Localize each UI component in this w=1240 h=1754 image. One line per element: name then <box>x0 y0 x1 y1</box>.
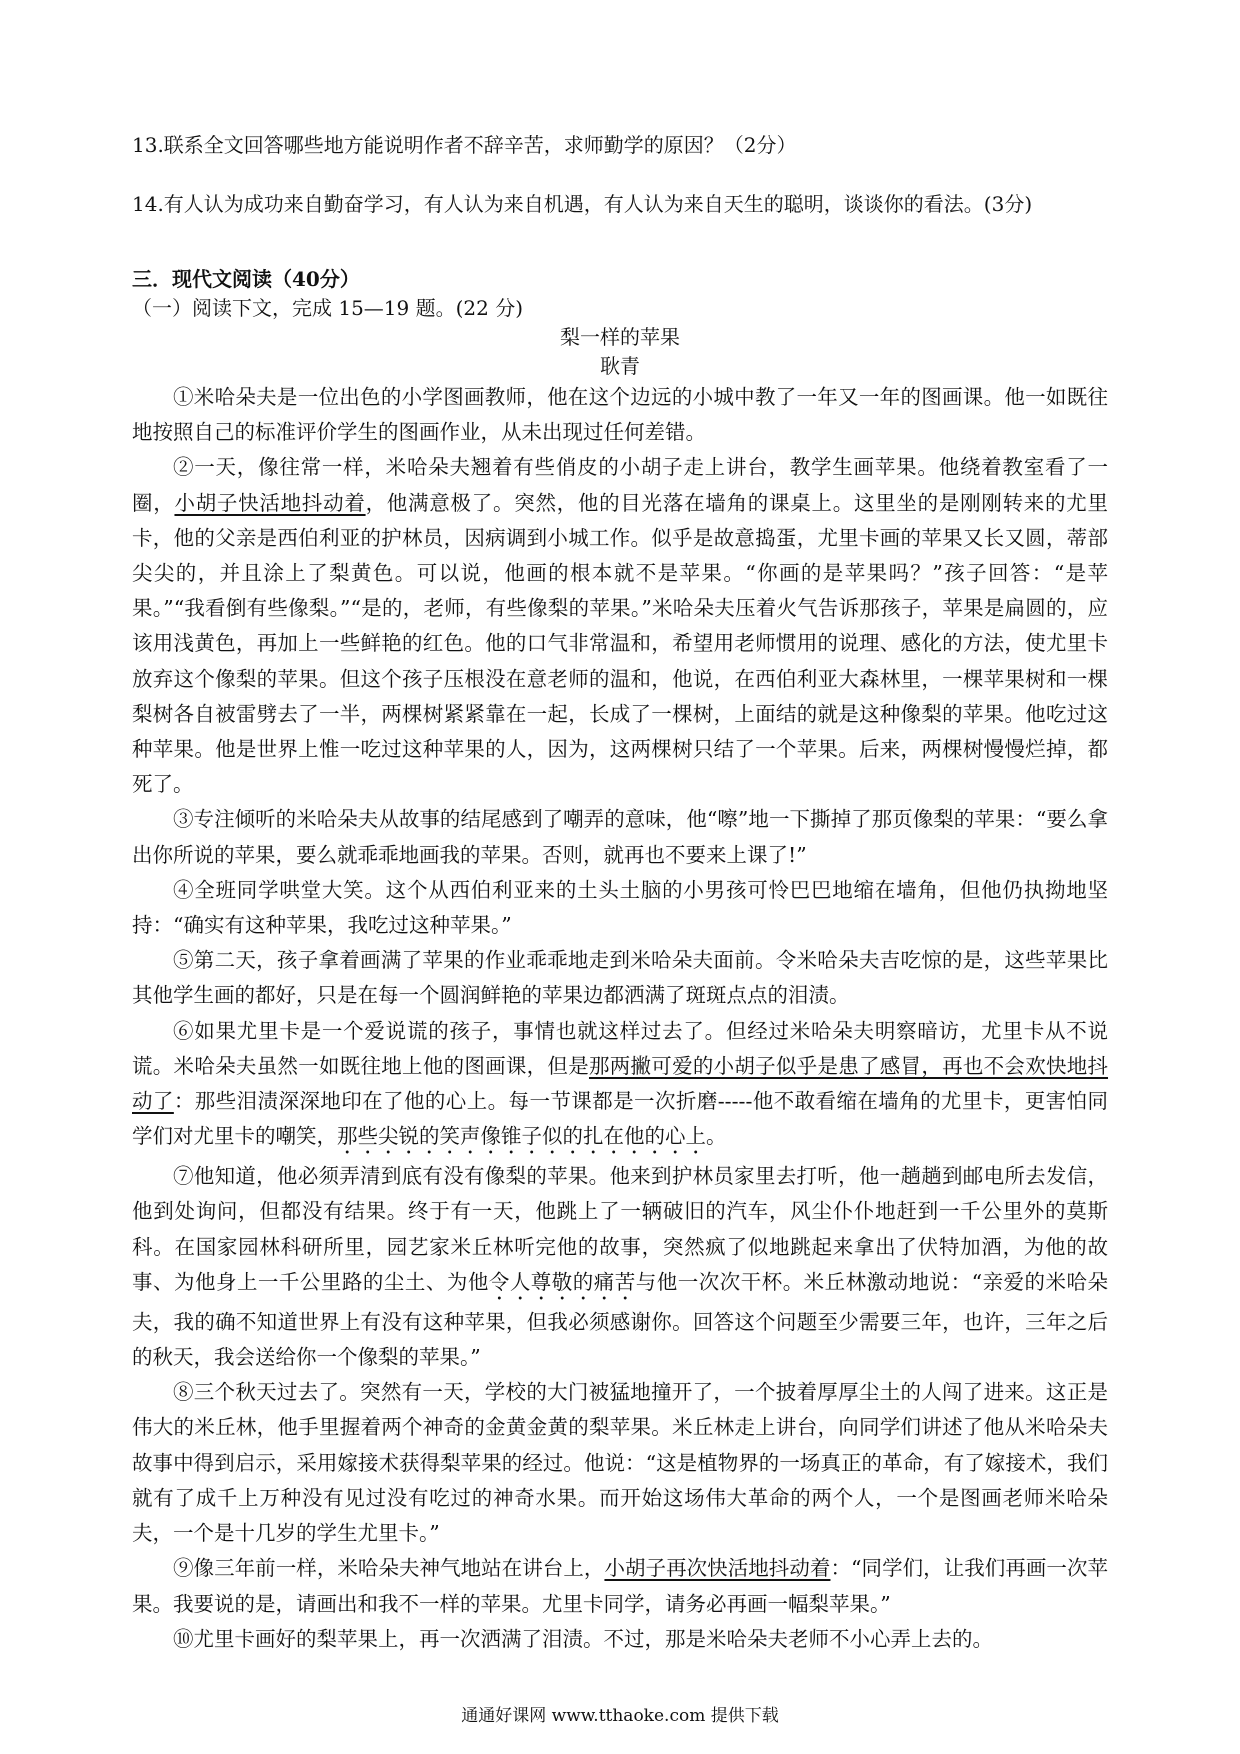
section-subheading: （一）阅读下文，完成 15—19 题。(22 分) <box>132 296 524 320</box>
paragraph-6 <box>132 1014 1108 1160</box>
paragraph-6-text: ：那些泪渍深深地印在了他的心上。每一节课都是一次折磨-----他不敢看缩在墙角的尤里卡，更害怕同学们对尤里卡的嘲笑， <box>132 1089 1108 1149</box>
paragraph-6-text: ⑥如果尤里卡是一个爱说谎的孩子，事情也就这样过去了。但经过米哈朵夫明察暗访，尤里卡从不说谎。米哈朵夫虽然一如既往地上他的图画课，但是 <box>132 1018 1108 1078</box>
paragraph-9-text: ：“同学们，让我们再画一次苹果。我要说的是，请画出和我不一样的苹果。尤里卡同学，请务必再画一幅梨苹果。” <box>132 1556 1109 1616</box>
paragraph-3: ③专注倾听的米哈朵夫从故事的结尾感到了嘲弄的意味，他“嚓”地一下撕掉了那页像梨的苹果：“要么拿出你所说的苹果，要么就乖乖地画我的苹果。否则，就再也不要来上课了!” <box>132 807 1108 867</box>
article-body <box>132 380 1108 1657</box>
dotted-phrase: 那些尖锐的笑声像锥子似的扎在他的心上。 <box>337 1124 727 1149</box>
paragraph-2-text: ②一天，像往常一样，米哈朵夫翘着有些俏皮的小胡子走上讲台，教学生画苹果。他绕着教室看了一圈， <box>132 455 1108 515</box>
question-13: 13.联系全文回答哪些地方能说明作者不辞辛苦，求师勤学的原因？（2分） <box>132 133 797 157</box>
paragraph-7-text: ⑦他知道，他必须弄清到底有没有像梨的苹果。他来到护林员家里去打听，他一趟趟到邮电所去发信，他到处询问，但都没有结果。终于有一天，他跳上了一辆破旧的汽车，风尘仆仆地赶到一千公里外的莫斯科。在国家园林科研所里，园艺家米丘林听完他的故事，突然疯了似地跳起来拿出了伏特加酒，为他的故事、为他身上一千公里路的尘土、为他 <box>132 1164 1108 1294</box>
paragraph-2-text: ，他满意极了。突然，他的目光落在墙角的课桌上。这里坐的是刚刚转来的尤里卡，他的父亲是西伯利亚的护林员，因病调到小城工作。似乎是故意捣蛋，尤里卡画的苹果又长又圆，蒂部尖尖的，并且涂上了梨黄色。可以说，他画的根本就不是苹果。“你画的是苹果吗？”孩子回答：“是苹果。”“我看倒有些像梨。”“是的，老师，有些像梨的苹果。”米哈朵夫压着火气告诉那孩子，苹果是扁圆的，应该用浅黄色，再加上一些鲜艳的红色。他的口气非常温和，希望用老师惯用的说理、感化的方法，使尤里卡放弃这个像梨的苹果。但这个孩子压根没在意老师的温和，他说，在西伯利亚大森林里，一棵苹果树和一棵梨树各自被雷劈去了一半，两棵树紧紧靠在一起，长成了一棵树，上面结的就是这种像梨的苹果。他吃过这种苹果。他是世界上惟一吃过这种苹果的人，因为，这两棵树只结了一个苹果。后来，两棵树慢慢烂掉，都死了。 <box>132 490 1109 797</box>
paragraph-4: ④全班同学哄堂大笑。这个从西伯利亚来的土头土脑的小男孩可怜巴巴地缩在墙角，但他仍执拗地坚持：“确实有这种苹果，我吃过这种苹果。” <box>132 877 1108 938</box>
paragraph-2 <box>132 450 1108 802</box>
paragraph-10: ⑩尤里卡画好的梨苹果上，再一次洒满了泪渍。不过，那是米哈朵夫老师不小心弄上去的。 <box>173 1626 993 1651</box>
underlined-phrase: 小胡子快活地抖动着 <box>174 490 366 515</box>
section-heading: 三．现代文阅读（40分） <box>132 267 360 291</box>
paragraph-9-text: ⑨像三年前一样，米哈朵夫神气地站在讲台上， <box>173 1556 605 1581</box>
paragraph-8: ⑧三个秋天过去了。突然有一天，学校的大门被猛地撞开了，一个披着厚厚尘土的人闯了进来。这正是伟大的米丘林，他手里握着两个神奇的金黄金黄的梨苹果。米丘林走上讲台，向同学们讲述了他从米哈朵夫故事中得到启示，采用嫁接术获得梨苹果的经过。他说：“这是植物界的一场真正的革命，有了嫁接术，我们就有了成千上万种没有见过没有吃过的神奇水果。而开始这场伟大革命的两个人，一个是图画老师米哈朵夫，一个是十几岁的学生尤里卡。” <box>132 1380 1108 1546</box>
paragraph-9 <box>132 1551 1108 1621</box>
underlined-phrase: 那两撇可爱的小胡子似乎是患了感冒，再也不会欢快地抖动了 <box>132 1053 1109 1114</box>
paragraph-7 <box>132 1159 1108 1375</box>
question-14: 14.有人认为成功来自勤奋学习，有人认为来自机遇，有人认为来自天生的聪明，谈谈你的看法。(3分) <box>132 192 1033 216</box>
dotted-phrase: 令人尊敬的痛苦 <box>488 1269 636 1294</box>
paragraph-7-text: 与他一次次干杯。米丘林激动地说：“亲爱的米哈朵夫，我的确不知道世界上有没有这种苹果，但我必须感谢你。回答这个问题至少需要三年，也许，三年之后的秋天，我会送给你一个像梨的苹果。” <box>132 1269 1109 1370</box>
paragraph-1: ①米哈朵夫是一位出色的小学图画教师，他在这个边远的小城中教了一年又一年的图画课。他一如既往地按照自己的标准评价学生的图画作业，从未出现过任何差错。 <box>132 385 1108 445</box>
article-title: 梨一样的苹果 <box>560 325 680 349</box>
page-footer: 通通好课网 www.tthaoke.com 提供下载 <box>461 1706 779 1726</box>
article-author: 耿青 <box>600 354 640 378</box>
underlined-phrase: 小胡子再次快活地抖动着 <box>604 1556 831 1581</box>
paragraph-5: ⑤第二天，孩子拿着画满了苹果的作业乖乖地走到米哈朵夫面前。令米哈朵夫吉吃惊的是，这些苹果比其他学生画的都好，只是在每一个圆润鲜艳的苹果边都洒满了斑斑点点的泪渍。 <box>132 948 1108 1008</box>
